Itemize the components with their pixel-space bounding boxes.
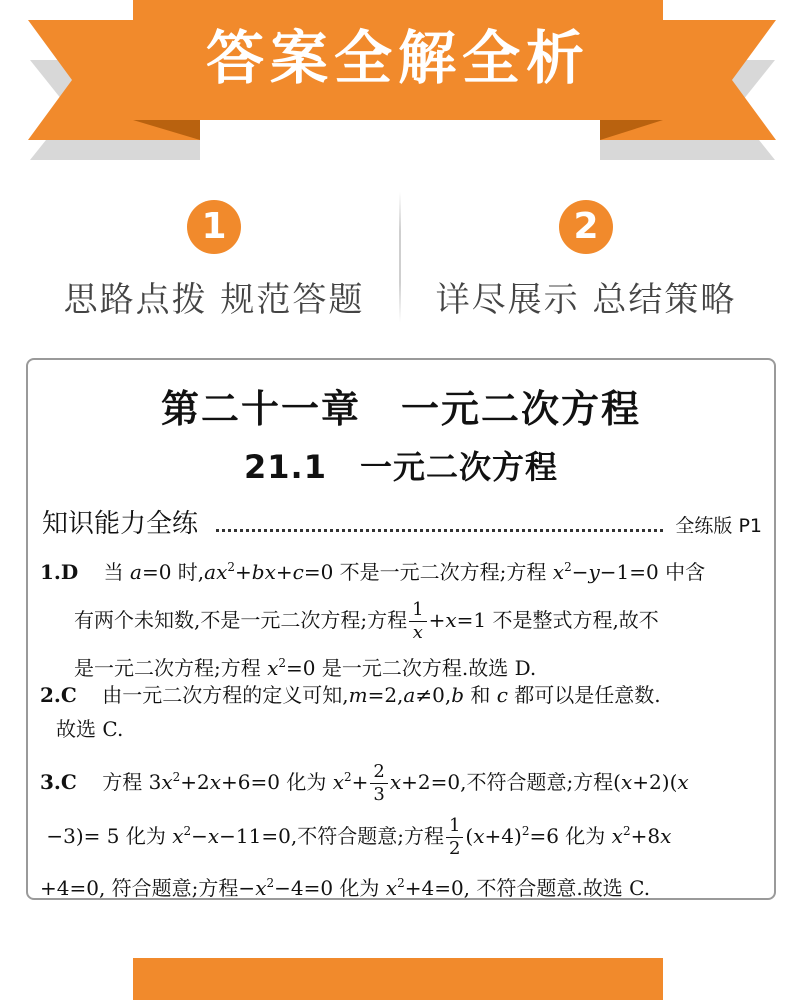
answer-text: +4=0, 不符合题意.故选 C. — [404, 876, 651, 900]
answer-line: 有两个未知数,不是一元二次方程;方程 $\frac{1}{x}$ +x=1 不是整式方程,故不 — [74, 599, 659, 643]
answer-text: ≠0, — [415, 683, 452, 707]
answer-text: 由一元二次方程的定义可知, — [102, 683, 349, 707]
feature-1 — [14, 200, 414, 321]
answer-line: 3.C 方程 $3x^2+2x+6=0$ 化为 $x^2+$ $\frac{2}{3}$ x+2=0,不符合题意;方程(x+2)(x — [40, 761, 689, 805]
dotted-leader — [216, 529, 663, 532]
answer-text: =0 是一元二次方程.故选 D. — [286, 656, 537, 680]
feature-text: 思路点拨 规范答题 — [63, 280, 365, 320]
answer-number: 2.C — [40, 683, 77, 707]
answer-text: +2=0,不符合题意;方程( — [401, 770, 621, 794]
section-title: 21.1 一元二次方程 — [244, 448, 558, 486]
answer-text: +6=0 化为 — [221, 770, 327, 794]
answer-text: +4) — [484, 824, 522, 848]
answer-text: +4=0, 符合题意;方程− — [40, 876, 256, 900]
answer-1 — [40, 548, 770, 692]
answer-text: =0 不是一元二次方程;方程 — [303, 560, 547, 584]
answer-text: −4=0 化为 — [274, 876, 380, 900]
answer-line: −3)= 5 化为 $x^2-x-11=0$,不符合题意;方程 $\frac{1}{2}$ $(x+4)^2=6$ 化为 $x^2+8x$ — [46, 815, 672, 859]
chapter-title: 第二十一章 一元二次方程 — [160, 387, 641, 431]
answer-line: 是一元二次方程;方程 $x^2=0$ 是一元二次方程.故选 D. — [74, 656, 537, 680]
answer-text: =2, — [367, 683, 404, 707]
answer-line: +4=0, 符合题意;方程$-x^2-4=0$ 化为 $x^2+4=0$, 不符合题意.故选 C. — [40, 876, 651, 900]
answer-card — [26, 358, 776, 900]
answer-line: 2.C 由一元二次方程的定义可知,m=2,a≠0,b 和 c 都可以是任意数. — [40, 683, 661, 707]
answer-text: +2 — [180, 770, 210, 794]
answer-text: =1 不是整式方程,故不 — [456, 608, 659, 632]
answer-text: 和 — [470, 683, 491, 707]
answer-number: 3.C — [40, 770, 77, 794]
answer-text: =0 时, — [141, 560, 205, 584]
answer-text: +8 — [630, 824, 661, 848]
answer-text: −11=0,不符合题意;方程 — [219, 824, 444, 848]
answer-text: −1=0 中含 — [599, 560, 706, 584]
answer-line — [40, 712, 770, 746]
fraction-one-over-x: $\frac{1}{x}$ — [409, 599, 426, 644]
bottom-ribbon — [133, 958, 663, 1000]
fraction-one-half: $\frac{1}{2}$ — [446, 815, 463, 860]
feature-2 — [386, 200, 786, 321]
answer-text: 有两个未知数,不是一元二次方程;方程 — [74, 608, 408, 632]
answer-text: 方程 3 — [102, 770, 162, 794]
feature-number-badge: 2 — [559, 200, 613, 254]
answer-text: 是一元二次方程;方程 — [74, 656, 261, 680]
banner — [133, 0, 663, 120]
fraction-two-thirds: $\frac{2}{3}$ — [370, 761, 387, 806]
answer-text: 故选 C. — [56, 717, 124, 741]
answer-3 — [40, 756, 770, 900]
answer-2 — [40, 678, 770, 746]
feature-text: 详尽展示 总结策略 — [435, 280, 737, 320]
answer-number: 1.D — [40, 560, 79, 584]
practice-header — [42, 506, 762, 540]
answer-text: +2)( — [632, 770, 678, 794]
answer-text: 当 — [103, 560, 124, 584]
practice-label: 知识能力全练 — [42, 509, 199, 539]
answer-line: 1.D 当 a=0 时$,ax^2+bx+c=0$ 不是一元二次方程;方程 $x^2-y-1=0$ 中含 — [40, 560, 706, 584]
banner-title: 答案全解全析 — [205, 24, 590, 92]
feature-number-badge: 1 — [187, 200, 241, 254]
answer-text: −3)= 5 化为 — [46, 824, 166, 848]
edition-page-ref: 全练版 P1 — [675, 515, 762, 537]
answer-text: 都可以是任意数. — [514, 683, 661, 707]
answer-text: =6 化为 — [529, 824, 606, 848]
